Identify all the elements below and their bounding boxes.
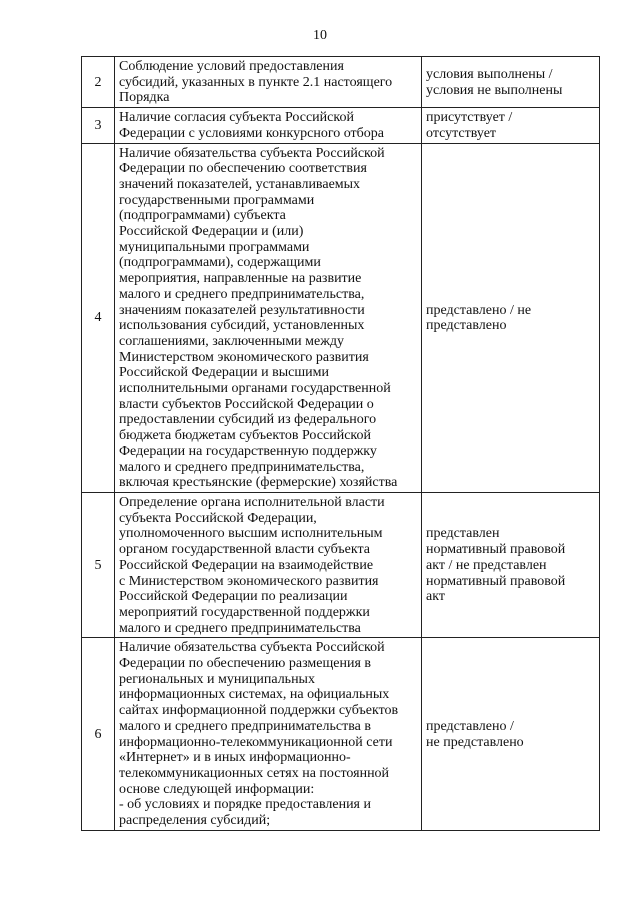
description-line: мероприятий государственной поддержки bbox=[119, 604, 370, 620]
description-line: региональных и муниципальных bbox=[119, 671, 315, 687]
page-number: 10 bbox=[313, 28, 327, 43]
description-line: Наличие обязательства субъекта Российской bbox=[119, 640, 385, 656]
description-line: - об условиях и порядке предоставления и bbox=[119, 797, 371, 813]
description-line: малого и среднего предпринимательства в bbox=[119, 718, 371, 734]
description-line: с Министерством экономического развития bbox=[119, 573, 379, 589]
row-description bbox=[115, 638, 422, 830]
description-line: Определение органа исполнительной власти bbox=[119, 494, 385, 510]
row-status bbox=[422, 638, 600, 830]
description-line: малого и среднего предпринимательства bbox=[119, 620, 361, 636]
description-line: органом государственной власти субъекта bbox=[119, 542, 370, 558]
description-line: власти субъектов Российской Федерации о bbox=[119, 396, 374, 412]
row-number: 3 bbox=[82, 108, 115, 143]
criteria-table bbox=[81, 56, 600, 831]
description-line: «Интернет» и в иных информационно- bbox=[119, 750, 351, 766]
description-line: (подпрограммами) субъекта bbox=[119, 208, 286, 224]
description-line: исполнительными органами государственной bbox=[119, 381, 391, 397]
description-line: значениям показателей результативности bbox=[119, 302, 365, 318]
description-line: субсидий, указанных в пункте 2.1 настоящего bbox=[119, 74, 393, 90]
description-line: (подпрограммами), содержащими bbox=[119, 255, 321, 271]
description-line: соглашениями, заключенными между bbox=[119, 333, 345, 349]
row-description bbox=[115, 143, 422, 492]
description-line: бюджета бюджетам субъектов Российской bbox=[119, 428, 371, 444]
row-status bbox=[422, 57, 600, 108]
row-description bbox=[115, 108, 422, 143]
description-line: включая крестьянские (фермерские) хозяйства bbox=[119, 475, 398, 491]
description-line: информационных системах, на официальных bbox=[119, 687, 390, 703]
description-line: значений показателей, устанавливаемых bbox=[119, 176, 361, 192]
description-line: субъекта Российской Федерации, bbox=[119, 510, 317, 526]
description-line: сайтах информационной поддержки субъектов bbox=[119, 703, 399, 719]
row-number: 4 bbox=[82, 143, 115, 492]
table-row bbox=[82, 108, 600, 143]
description-line: малого и среднего предпринимательства, bbox=[119, 459, 365, 475]
description-line: распределения субсидий; bbox=[119, 813, 271, 829]
status-text: представлено / не представлено bbox=[426, 718, 524, 750]
description-line: Российской Федерации и высшими bbox=[119, 365, 329, 381]
description-line: Российской Федерации по реализации bbox=[119, 589, 348, 605]
row-status bbox=[422, 492, 600, 637]
description-line: муниципальными программами bbox=[119, 239, 310, 255]
table-row bbox=[82, 57, 600, 108]
row-status bbox=[422, 108, 600, 143]
description-line: государственными программами bbox=[119, 192, 315, 208]
table-row bbox=[82, 638, 600, 830]
row-number: 6 bbox=[82, 638, 115, 830]
description-line: информационно-телекоммуникационной сети bbox=[119, 734, 393, 750]
description-line: Наличие обязательства субъекта Российской bbox=[119, 145, 385, 161]
description-line: Российской Федерации и (или) bbox=[119, 224, 304, 240]
description-line: Соблюдение условий предоставления bbox=[119, 59, 344, 74]
description-line: уполномоченного высшим исполнительным bbox=[119, 526, 383, 542]
description-line: предоставлении субсидий из федерального bbox=[119, 412, 377, 428]
description-line: использования субсидий, установленных bbox=[119, 318, 365, 334]
row-description bbox=[115, 57, 422, 108]
status-text: присутствует / отсутствует bbox=[426, 110, 513, 141]
description-line: мероприятия, направленные на развитие bbox=[119, 271, 362, 287]
description-line: телекоммуникационных сетях на постоянной bbox=[119, 765, 390, 781]
row-description bbox=[115, 492, 422, 637]
row-number: 5 bbox=[82, 492, 115, 637]
description-line: Федерации с условиями конкурсного отбора bbox=[119, 125, 384, 141]
table-row bbox=[82, 143, 600, 492]
description-line: Федерации по обеспечению размещения в bbox=[119, 656, 372, 672]
description-line: основе следующей информации: bbox=[119, 781, 315, 797]
status-text: представлен нормативный правовой акт / не представлен нормативный правовой акт bbox=[426, 526, 566, 605]
description-line: Наличие согласия субъекта Российской bbox=[119, 110, 354, 126]
status-text: условия выполнены / условия не выполнены bbox=[426, 66, 563, 98]
row-number: 2 bbox=[82, 57, 115, 108]
description-line: Федерации по обеспечению соответствия bbox=[119, 161, 367, 177]
description-line: Министерством экономического развития bbox=[119, 349, 369, 365]
status-text: представлено / не представлено bbox=[426, 302, 532, 334]
row-status bbox=[422, 143, 600, 492]
table-row bbox=[82, 492, 600, 637]
description-line: малого и среднего предпринимательства, bbox=[119, 286, 365, 302]
description-line: Порядка bbox=[119, 90, 170, 106]
description-line: Российской Федерации на взаимодействие bbox=[119, 557, 374, 573]
description-line: Федерации на государственную поддержку bbox=[119, 443, 377, 459]
